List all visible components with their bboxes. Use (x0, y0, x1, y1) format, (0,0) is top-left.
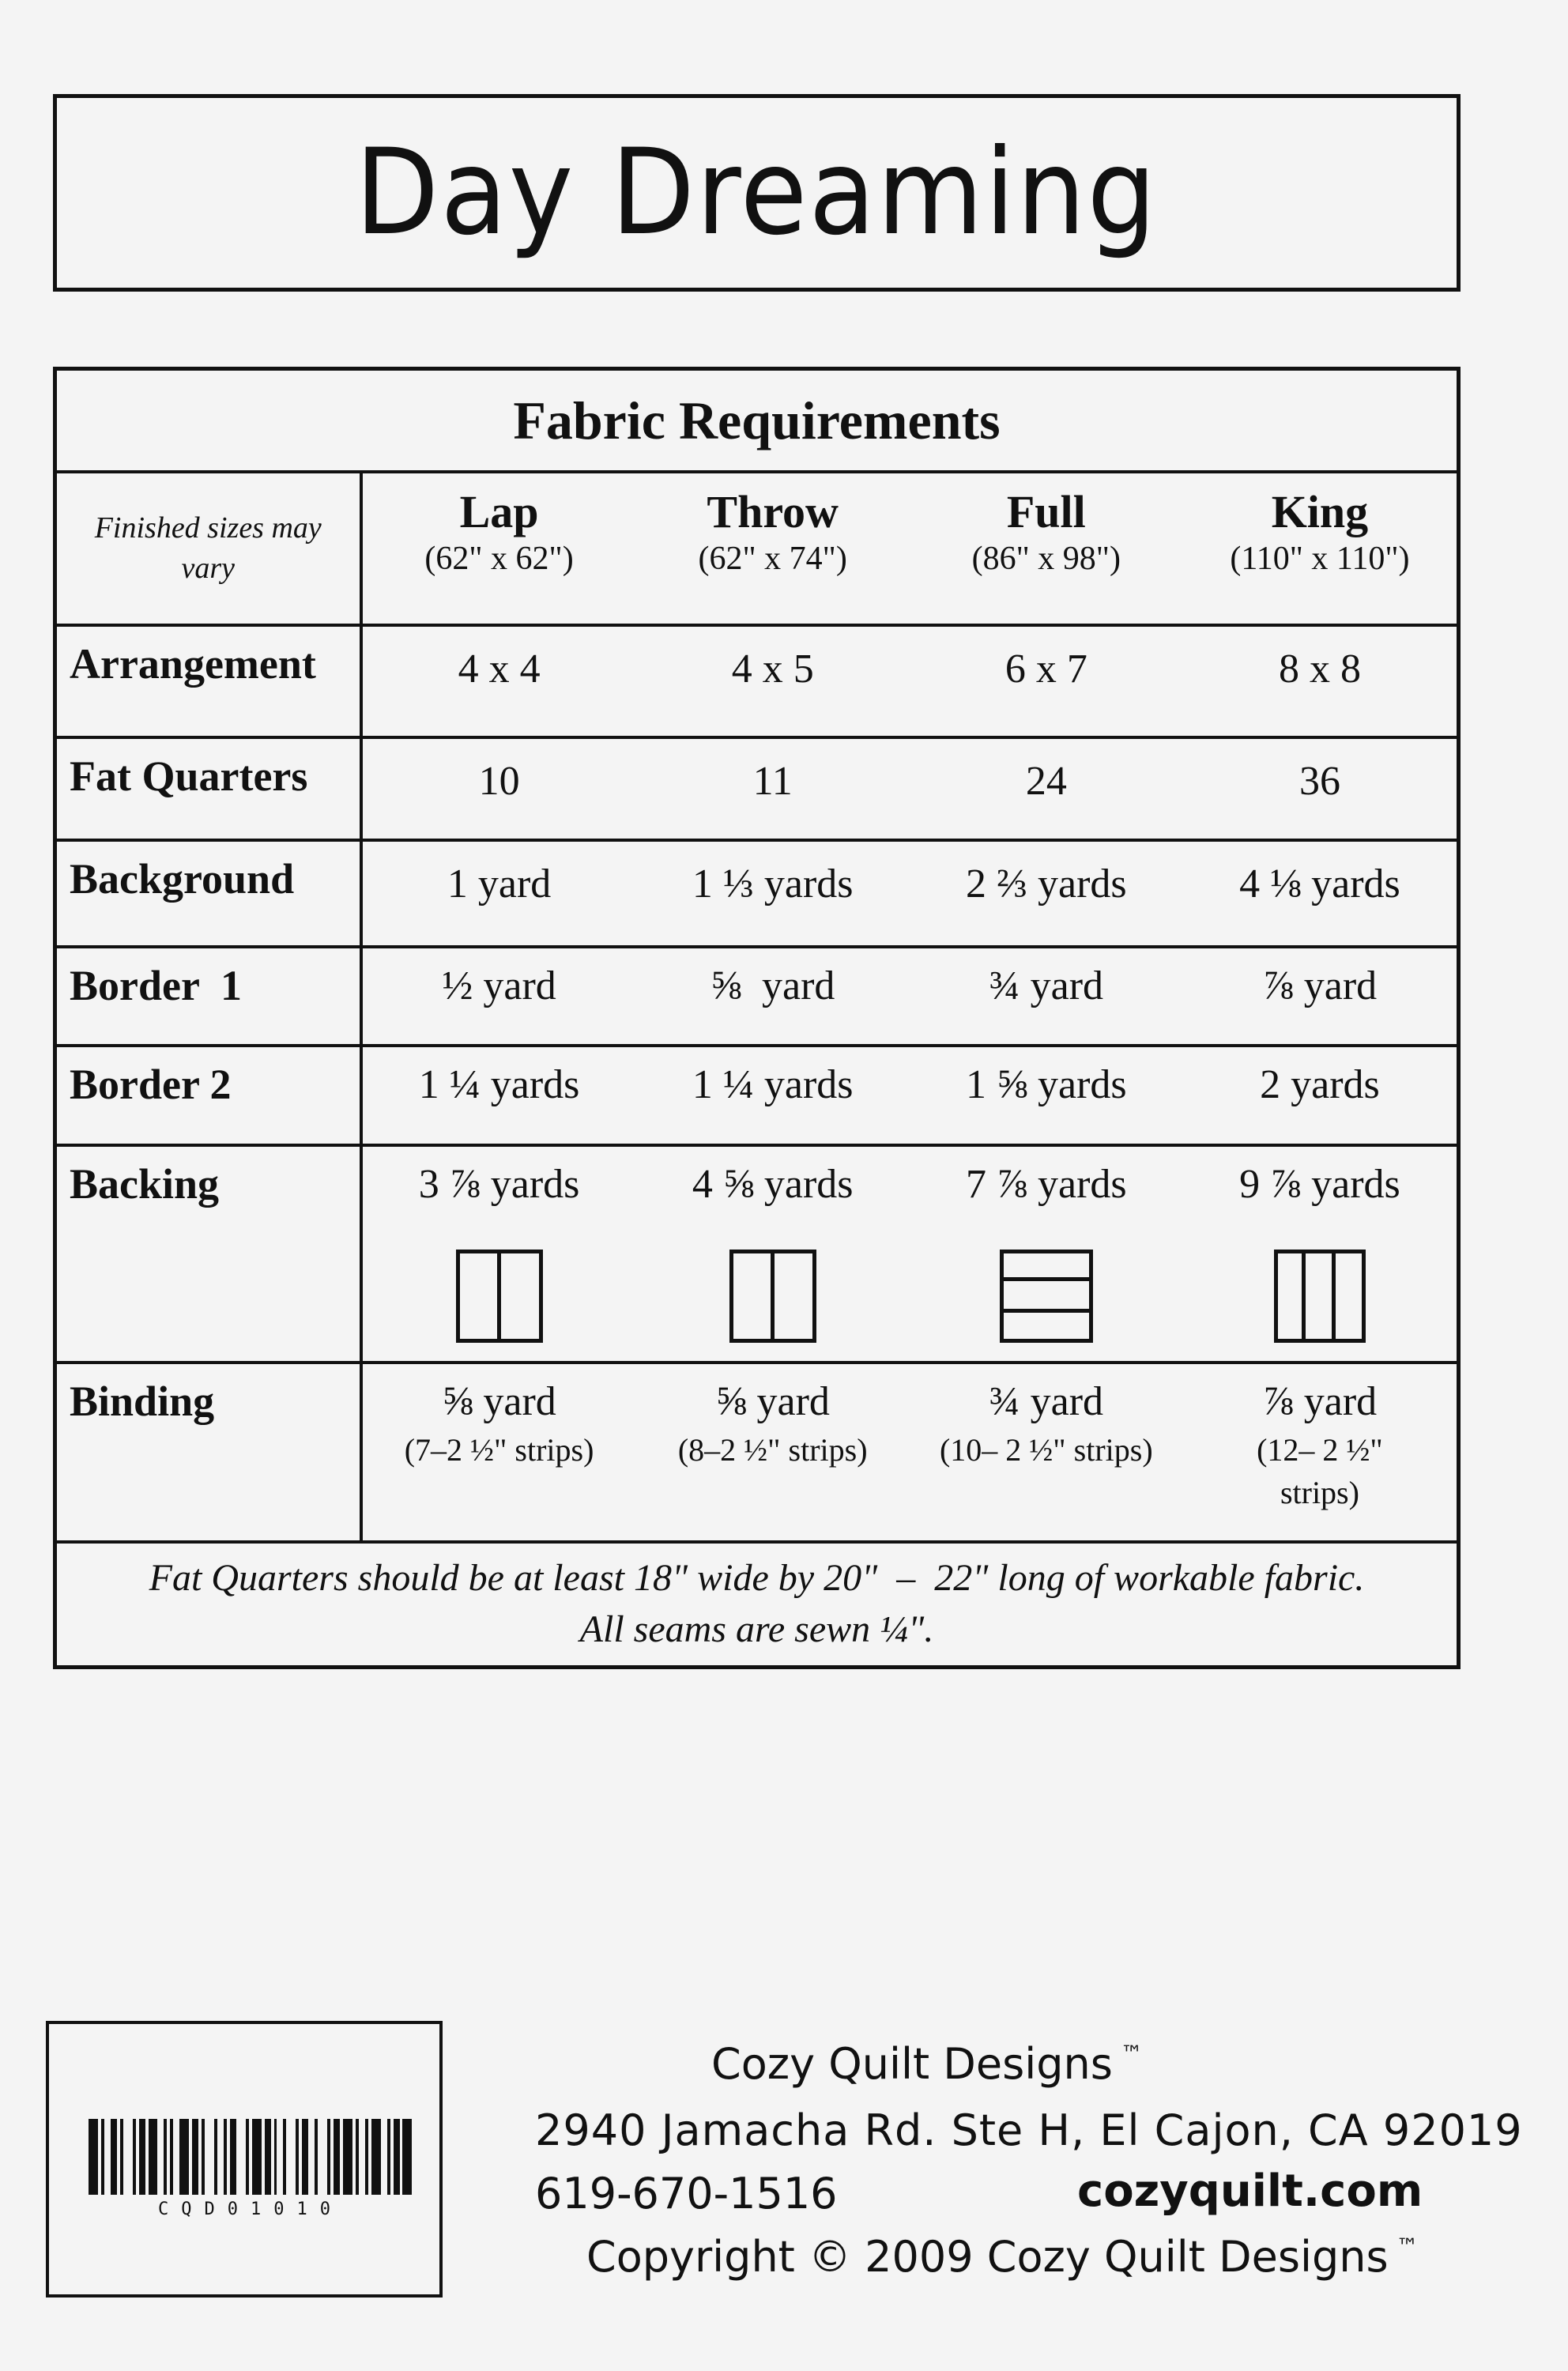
backing-diagram-icon (1000, 1250, 1093, 1343)
cell-value: 1 ⅝ yards (965, 1062, 1127, 1107)
cell-value: 2 ⅔ yards (965, 861, 1127, 907)
cell-value: 24 (1025, 759, 1067, 804)
row-label: Border 1 (55, 947, 361, 1046)
trademark-symbol: ™ (1396, 2233, 1419, 2260)
copyright-text: Copyright © 2009 Cozy Quilt Designs (586, 2232, 1389, 2282)
backing-row (55, 1145, 1459, 1363)
row-label: Fat Quarters (55, 737, 361, 840)
backing-values (361, 1145, 1459, 1363)
binding-throw (636, 1364, 910, 1540)
barcode-code: CQD01010 (158, 2199, 343, 2219)
size-dimensions: (62" x 62") (424, 540, 574, 577)
barcode-icon (89, 2119, 413, 2195)
size-full (910, 473, 1183, 624)
backing-diagram-icon (729, 1250, 816, 1343)
cell-value: 8 x 8 (1278, 646, 1361, 692)
row-label: Backing (55, 1145, 361, 1363)
cell-value: 9 ⅞ yards (1239, 1162, 1400, 1207)
cell-value: ¾ yard (989, 963, 1104, 1008)
row-label: Binding (55, 1363, 361, 1542)
cell-value: 7 ⅞ yards (965, 1162, 1127, 1207)
backing-full (910, 1147, 1183, 1361)
cell-value: 1 yard (447, 861, 552, 907)
border-1-row (55, 947, 1459, 1046)
finished-sizes-note: Finished sizes may vary (94, 511, 322, 585)
cell-value: 36 (1298, 759, 1340, 804)
trademark-symbol: ™ (1120, 2041, 1143, 2067)
size-dimensions: (86" x 98") (971, 540, 1121, 577)
cell-value: 4 x 5 (731, 646, 814, 692)
pattern-title: Day Dreaming (355, 124, 1159, 262)
binding-values (361, 1363, 1459, 1542)
cell-value: ½ yard (442, 963, 556, 1008)
cell-value: ⅞ yard (1262, 1379, 1378, 1424)
company-website: cozyquilt.com (1077, 2166, 1423, 2217)
strip-count: (12– 2 ½" strips) (1257, 1432, 1383, 1510)
cell-value: 10 (478, 759, 520, 804)
binding-row (55, 1363, 1459, 1542)
backing-lap (363, 1147, 636, 1361)
size-lap (363, 473, 636, 624)
cell-value: 1 ⅓ yards (692, 861, 854, 907)
background-row (55, 840, 1459, 947)
size-dimensions: (110" x 110") (1230, 540, 1410, 577)
cell-value: 4 ⅛ yards (1239, 861, 1400, 907)
fat-quarter-note (55, 1542, 1459, 1668)
fabric-requirements-table (53, 367, 1461, 1669)
cell-value: 6 x 7 (1004, 646, 1087, 692)
size-name: King (1271, 486, 1369, 537)
title-box (53, 94, 1461, 292)
fat-quarters-values (361, 737, 1459, 840)
company-address: 2940 Jamacha Rd. Ste H, El Cajon, CA 92019 (535, 2105, 1523, 2155)
cell-value: ¾ yard (989, 1379, 1104, 1424)
background-values (361, 840, 1459, 947)
finished-sizes-note-cell (55, 472, 361, 625)
fat-quarters-row (55, 737, 1459, 840)
sizes-header-row (55, 472, 1459, 625)
cell-value: ⅝ yard (442, 1379, 556, 1424)
cell-value: ⅝ yard (710, 963, 835, 1008)
binding-king (1183, 1364, 1457, 1540)
company-name-text: Cozy Quilt Designs (711, 2039, 1113, 2089)
strip-count: (10– 2 ½" strips) (939, 1432, 1153, 1468)
arrangement-values (361, 625, 1459, 737)
note-line: All seams are sewn ¼". (579, 1608, 934, 1650)
cell-value: 4 x 4 (458, 646, 541, 692)
cell-value: 1 ¼ yards (692, 1062, 854, 1107)
cell-value: 1 ¼ yards (418, 1062, 580, 1107)
cell-value: 2 yards (1260, 1062, 1380, 1107)
size-name: Lap (459, 486, 539, 537)
size-dimensions: (62" x 74") (698, 540, 847, 577)
company-phone: 619-670-1516 (535, 2169, 838, 2218)
size-name: Full (1006, 486, 1086, 537)
strip-count: (8–2 ½" strips) (677, 1432, 868, 1468)
table-title: Fabric Requirements (55, 369, 1459, 473)
row-label: Arrangement (55, 625, 361, 737)
size-king (1183, 473, 1457, 624)
cell-value: 3 ⅞ yards (418, 1162, 580, 1207)
arrangement-row (55, 625, 1459, 737)
size-throw (636, 473, 910, 624)
company-name (711, 2039, 1143, 2089)
copyright (586, 2232, 1419, 2282)
backing-diagram-icon (456, 1250, 543, 1343)
border-2-values (361, 1046, 1459, 1145)
note-row (55, 1542, 1459, 1668)
row-label: Background (55, 840, 361, 947)
sizes-cell (361, 472, 1459, 625)
note-line: Fat Quarters should be at least 18" wide by 20" – 22" long of workable fabric. (149, 1557, 1365, 1600)
barcode-box (46, 2021, 443, 2297)
strip-count: (7–2 ½" strips) (404, 1432, 594, 1468)
row-label: Border 2 (55, 1046, 361, 1145)
binding-lap (363, 1364, 636, 1540)
cell-value: ⅞ yard (1262, 963, 1378, 1008)
border-2-row (55, 1046, 1459, 1145)
border-1-values (361, 947, 1459, 1046)
backing-king (1183, 1147, 1457, 1361)
cell-value: 4 ⅝ yards (692, 1162, 854, 1207)
backing-diagram-icon (1274, 1250, 1366, 1343)
binding-full (910, 1364, 1183, 1540)
cell-value: ⅝ yard (715, 1379, 830, 1424)
backing-throw (636, 1147, 910, 1361)
size-name: Throw (707, 486, 839, 537)
cell-value: 11 (752, 759, 793, 804)
